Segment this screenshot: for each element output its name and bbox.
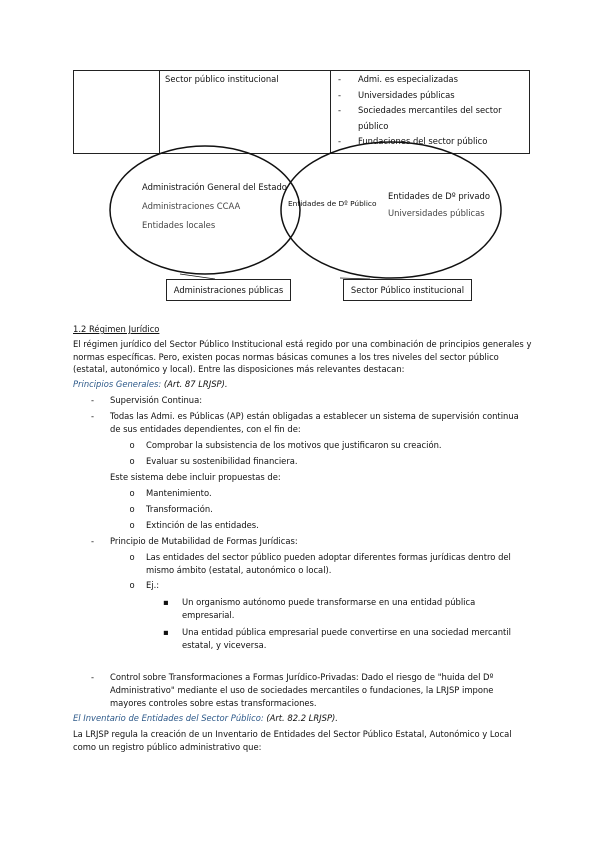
dash-bullet: - [91, 536, 95, 546]
principles-line [73, 379, 228, 390]
square-bullet: ▪ [163, 597, 169, 607]
principles-title: Principios Generales: [73, 379, 162, 389]
example-2-line2: estatal, y viceversa. [182, 640, 267, 650]
venn-left-item: Administración General del Estado [142, 182, 287, 192]
inventory-ref: (Art. 82.2 LRJSP). [266, 713, 338, 723]
example-1-line2: empresarial. [182, 610, 235, 620]
circle-bullet: o [129, 440, 135, 450]
subitem-formas-line2: mismo ámbito (estatal, autonómico o local). [146, 565, 332, 575]
principles-ref: (Art. 87 LRJSP). [163, 379, 228, 389]
dash-bullet: - [91, 395, 95, 405]
circle-bullet: o [129, 520, 135, 530]
subitem-mantenimiento: Mantenimiento. [146, 488, 212, 498]
circle-bullet: o [129, 504, 135, 514]
bullet-ap-line2: de sus entidades dependientes, con el fin de: [110, 424, 301, 434]
bullet-ap-line1: Todas las Admi. es Públicas (AP) están obligadas a establecer un sistema de supervisión continua [110, 411, 519, 421]
venn-right-item: Entidades de Dº privado [388, 191, 490, 201]
circle-bullet: o [129, 488, 135, 498]
bullet-control-line2: Administrativo" mediante el uso de sociedades mercantiles o fundaciones, la LRJSP impone [110, 685, 494, 695]
bullet-control-line3: mayores controles sobre estas transformaciones. [110, 698, 317, 708]
subitem-extincion: Extinción de las entidades. [146, 520, 259, 530]
bullet-mutabilidad: Principio de Mutabilidad de Formas Jurídicas: [110, 536, 298, 546]
final-line2: como un registro público administrativo que: [73, 742, 262, 752]
system-line: Este sistema debe incluir propuestas de: [110, 472, 281, 482]
subitem-motivos: Comprobar la subsistencia de los motivos que justificaron su creación. [146, 440, 442, 450]
subitem-sostenibilidad: Evaluar su sostenibilidad financiera. [146, 456, 298, 466]
venn-center-label: Entidades de Dº Público [288, 199, 377, 208]
dash-bullet: - [91, 411, 95, 421]
label-sector-publico-institucional: Sector Público institucional [343, 279, 472, 301]
intro-paragraph: El régimen jurídico del Sector Público Institucional está regido por una combinación de principios generales y normas específicas. Pero, existen pocas normas básicas comunes a los tres niveles del sector público (estatal, autonómico y local). Entre las disposiciones más relevantes destacan: [73, 339, 532, 374]
venn-right-item: Universidades públicas [388, 208, 485, 218]
table-item: - Universidades públicas [336, 88, 524, 104]
table-item: - Sociedades mercantiles del sector público [336, 103, 524, 134]
section-heading: 1.2 Régimen Jurídico [73, 324, 160, 334]
circle-bullet: o [129, 456, 135, 466]
subitem-ej: Ej.: [146, 580, 160, 590]
table-item: - Fundaciones del sector público [336, 134, 524, 150]
inventory-line [73, 713, 338, 724]
subitem-transformacion: Transformación. [146, 504, 213, 514]
bullet-supervision: Supervisión Continua: [110, 395, 203, 405]
square-bullet: ▪ [163, 627, 169, 637]
subitem-formas-line1: Las entidades del sector público pueden adoptar diferentes formas jurídicas dentro del [146, 552, 511, 562]
venn-left-item: Entidades locales [142, 220, 216, 230]
table-item: - Admi. es especializadas [336, 72, 524, 88]
venn-diagram [0, 0, 600, 310]
circle-bullet: o [129, 552, 135, 562]
example-2-line1: Una entidad pública empresarial puede convertirse en una sociedad mercantil [182, 627, 511, 637]
dash-bullet: - [91, 672, 95, 682]
example-1-line1: Un organismo autónomo puede transformarse en una entidad pública [182, 597, 476, 607]
venn-left-item: Administraciones CCAA [142, 201, 241, 211]
inventory-title: El Inventario de Entidades del Sector Público: [73, 713, 264, 723]
final-line1: La LRJSP regula la creación de un Inventario de Entidades del Sector Público Estatal, Autonómico y Local [73, 729, 512, 739]
label-administraciones-publicas: Administraciones públicas [166, 279, 291, 301]
table-sector-label: Sector público institucional [165, 74, 279, 84]
circle-bullet: o [129, 580, 135, 590]
bullet-control-line1: Control sobre Transformaciones a Formas Jurídico-Privadas: Dado el riesgo de "huida del Dº [110, 672, 494, 682]
